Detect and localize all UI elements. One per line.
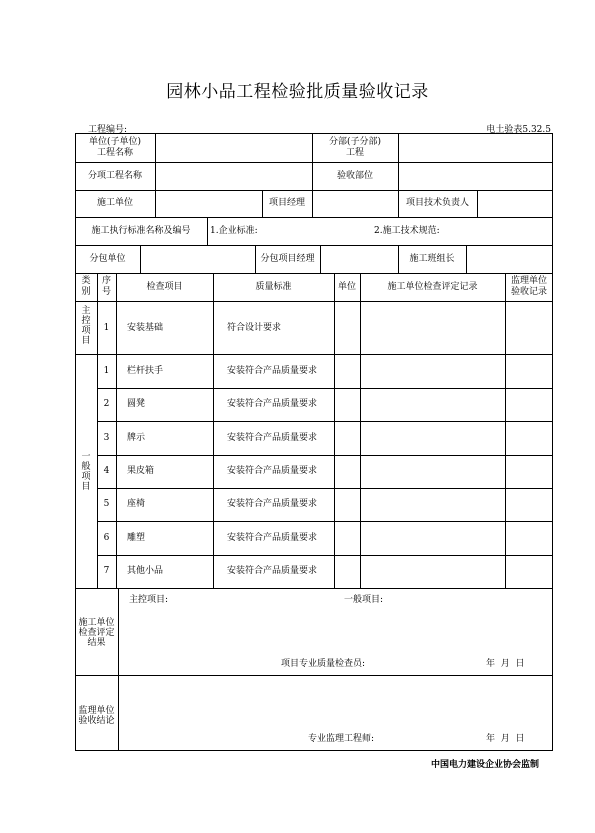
row-item: 其他小品 bbox=[127, 566, 164, 576]
main-control-category: 主 控 项 目 bbox=[81, 306, 91, 346]
project-manager-label: 项目经理 bbox=[268, 198, 305, 208]
row-item: 牌示 bbox=[127, 433, 146, 443]
form-number: 电土验表5.32.5 bbox=[486, 125, 551, 135]
division-label: 分部(子分部) 工程 bbox=[328, 137, 382, 158]
tech-lead-label: 项目技术负责人 bbox=[405, 198, 469, 208]
main-row-standard: 符合设计要求 bbox=[227, 323, 282, 333]
row-item: 座椅 bbox=[127, 499, 146, 509]
row-seq: 6 bbox=[103, 533, 110, 543]
main-row-seq: 1 bbox=[103, 323, 110, 333]
col-category: 类 别 bbox=[81, 276, 91, 297]
construction-unit-label: 施工单位 bbox=[96, 198, 133, 208]
general-items-result: 一般项目: bbox=[344, 595, 384, 605]
main-row-item: 安装基础 bbox=[127, 323, 164, 333]
general-category: 一 般 项 目 bbox=[81, 452, 91, 492]
row-standard: 安装符合产品质量要求 bbox=[227, 399, 318, 409]
supervision-date: 年 月 日 bbox=[486, 734, 525, 744]
row-item: 圆凳 bbox=[127, 399, 146, 409]
row-seq: 2 bbox=[103, 399, 110, 409]
col-seq: 序 号 bbox=[101, 276, 111, 297]
supervision-engineer-label: 专业监理工程师: bbox=[308, 734, 375, 744]
row-item: 栏杆扶手 bbox=[127, 366, 164, 376]
team-leader-label: 施工班组长 bbox=[409, 254, 455, 264]
unit-project-label: 单位(子单位) 工程名称 bbox=[88, 137, 142, 158]
col-supervision: 监理单位 验收记录 bbox=[510, 276, 547, 297]
page-title: 园林小品工程检验批质量验收记录 bbox=[166, 82, 429, 102]
row-seq: 5 bbox=[103, 499, 110, 509]
col-standard: 质量标准 bbox=[255, 282, 292, 292]
row-standard: 安装符合产品质量要求 bbox=[227, 433, 318, 443]
project-no-label: 工程编号: bbox=[88, 125, 128, 135]
subcontract-manager-label: 分包项目经理 bbox=[260, 254, 315, 264]
row-seq: 1 bbox=[103, 366, 110, 376]
result-date: 年 月 日 bbox=[486, 659, 525, 669]
tech-spec-label: 2.施工技术规范: bbox=[374, 226, 440, 236]
standard-label: 施工执行标准名称及编号 bbox=[91, 226, 191, 236]
row-item: 雕塑 bbox=[127, 533, 146, 543]
acceptance-part-label: 验收部位 bbox=[336, 171, 373, 181]
row-standard: 安装符合产品质量要求 bbox=[227, 466, 318, 476]
col-item: 检查项目 bbox=[146, 282, 183, 292]
main-items-result: 主控项目: bbox=[129, 595, 169, 605]
row-standard: 安装符合产品质量要求 bbox=[227, 533, 318, 543]
row-item: 果皮箱 bbox=[127, 466, 155, 476]
footer-issuer: 中国电力建设企业协会监制 bbox=[430, 760, 539, 770]
row-seq: 4 bbox=[103, 466, 110, 476]
row-standard: 安装符合产品质量要求 bbox=[227, 566, 318, 576]
result-label: 施工单位 检查评定 结果 bbox=[78, 618, 115, 648]
col-record: 施工单位检查评定记录 bbox=[387, 282, 478, 292]
subcontract-unit-label: 分包单位 bbox=[89, 254, 126, 264]
col-unit: 单位 bbox=[337, 282, 356, 292]
subitem-label: 分项工程名称 bbox=[87, 171, 142, 181]
row-standard: 安装符合产品质量要求 bbox=[227, 366, 318, 376]
quality-inspector-label: 项目专业质量检查员: bbox=[281, 659, 366, 669]
supervision-label: 监理单位 验收结论 bbox=[78, 706, 115, 726]
row-seq: 7 bbox=[103, 566, 110, 576]
row-seq: 3 bbox=[103, 433, 110, 443]
row-standard: 安装符合产品质量要求 bbox=[227, 499, 318, 509]
enterprise-standard-label: 1.企业标准: bbox=[210, 226, 258, 236]
